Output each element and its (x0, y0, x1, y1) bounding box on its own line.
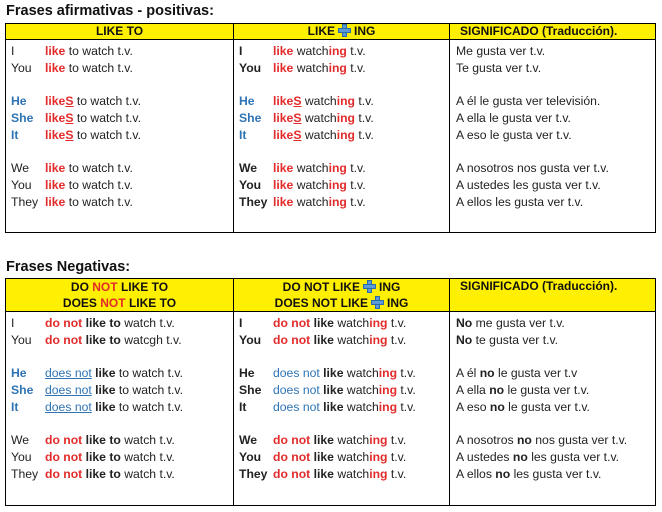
verb-like: like (95, 400, 116, 414)
table-row (6, 194, 233, 211)
verb-like: like (273, 61, 294, 75)
table-row (6, 60, 233, 77)
header-like-to: LIKE TO (6, 24, 234, 40)
verb-like: like (313, 433, 334, 447)
verb-like: like to (85, 450, 121, 464)
verb-watch: watch (301, 94, 337, 108)
rest-text: to watch t.v. (73, 128, 141, 142)
table-row (6, 382, 233, 399)
subject: They (11, 467, 39, 481)
verb-suffix-s: S (65, 94, 74, 108)
table-row (234, 399, 449, 416)
table-row (234, 466, 449, 483)
header-does-not-line (6, 295, 233, 311)
meaning-start: A él (456, 366, 480, 380)
affirmative-title: Frases afirmativas - positivas: (6, 3, 214, 19)
aux-not: do not (45, 333, 83, 347)
subject: It (239, 400, 247, 414)
verb-like: like (95, 383, 116, 397)
meaning-no: no (479, 366, 495, 380)
verb-watch: watch (333, 450, 370, 464)
rest-text: t.v. (355, 128, 374, 142)
table-row (6, 110, 233, 127)
rest-text: t.v. (397, 383, 416, 397)
table-row (234, 315, 449, 332)
table-row (450, 43, 655, 60)
meaning-rest: le gusta ver t.v. (504, 400, 590, 414)
plus-icon (371, 296, 384, 309)
verb-like: like to (85, 333, 121, 347)
meaning-no: No (456, 316, 473, 330)
verb-like: like (273, 161, 294, 175)
subject: You (11, 450, 32, 464)
verb-like: like (273, 128, 294, 142)
table-row (234, 432, 449, 449)
table-row (6, 365, 233, 382)
aux-not: do not (45, 467, 83, 481)
rest-text: t.v. (387, 433, 407, 447)
header-do-not-like-ing (234, 279, 450, 312)
meaning-no: no (489, 400, 505, 414)
table-row (450, 315, 655, 332)
affirmative-body-row (6, 40, 656, 233)
subject: She (11, 383, 34, 397)
meaning-text: A él le gusta ver televisión. (456, 94, 601, 108)
verb-like: like (45, 195, 66, 209)
subject: They (239, 195, 268, 209)
do-not-like-to-column (6, 312, 234, 506)
verb-like: like to (85, 316, 121, 330)
meaning-rest: nos gusta ver t.v. (531, 433, 628, 447)
header-not: NOT (92, 280, 118, 294)
verb-like: like (273, 94, 294, 108)
aux-not: do not (45, 450, 83, 464)
suffix-ing: ing (328, 161, 347, 175)
rest-text: watch t.v. (120, 433, 175, 447)
row-gap (234, 349, 449, 365)
rest-text: t.v. (355, 111, 374, 125)
subject: It (11, 128, 19, 142)
verb-like: like (323, 366, 344, 380)
negative-table (5, 278, 656, 506)
verb-suffix-s: S (293, 128, 302, 142)
verb-like: like (273, 195, 294, 209)
table-row (450, 399, 655, 416)
row-gap (234, 144, 449, 160)
suffix-ing: ing (328, 195, 347, 209)
meaning-no: no (512, 450, 528, 464)
rest-text: watch t.v. (120, 316, 175, 330)
subject: We (239, 161, 258, 175)
table-row (6, 43, 233, 60)
subject: They (239, 467, 268, 481)
suffix-ing: ing (328, 178, 347, 192)
table-row (234, 110, 449, 127)
negative-body-row (6, 312, 656, 506)
meaning-rest: les gusta ver t.v. (510, 467, 602, 481)
rest-text: t.v. (346, 195, 366, 209)
table-row (234, 160, 449, 177)
subject: I (239, 316, 243, 330)
rest-text: t.v. (397, 366, 416, 380)
like-ing-column (234, 40, 450, 233)
suffix-ing: ing (369, 333, 388, 347)
aux-not: does not (45, 400, 92, 414)
table-row (450, 382, 655, 399)
suffix-ing: ing (336, 111, 355, 125)
verb-watch: watch (293, 195, 329, 209)
table-row (234, 93, 449, 110)
subject: He (11, 366, 27, 380)
verb-watch: watch (333, 333, 370, 347)
header-does-not-like: DOES NOT LIKE (274, 296, 368, 310)
subject: You (239, 178, 262, 192)
rest-text: to watch t.v. (65, 61, 133, 75)
verb-like: like (273, 44, 294, 58)
rest-text: watch t.v. (120, 467, 175, 481)
plus-icon (338, 24, 351, 37)
aux-not: do not (45, 316, 83, 330)
meaning-text: A ellos les gusta ver t.v. (456, 195, 584, 209)
header-like-to: LIKE TO (125, 296, 177, 310)
table-row (6, 466, 233, 483)
header-ing: ING (387, 296, 409, 310)
header-like-to: LIKE TO (117, 280, 169, 294)
table-row (234, 60, 449, 77)
aux-not: do not (273, 433, 311, 447)
row-gap (6, 144, 233, 160)
rest-text: t.v. (387, 467, 407, 481)
subject: She (239, 383, 262, 397)
verb-watch: watch (333, 467, 370, 481)
meaning-no: no (516, 433, 532, 447)
meaning-text: A ustedes les gusta ver t.v. (456, 178, 601, 192)
do-not-like-ing-column (234, 312, 450, 506)
verb-watch: watch (293, 61, 329, 75)
table-row (234, 449, 449, 466)
like-to-column (6, 40, 234, 233)
verb-watch: watch (343, 366, 379, 380)
header-not: NOT (100, 296, 126, 310)
subject: You (11, 333, 32, 347)
aux-not: does not (273, 383, 320, 397)
subject: He (239, 366, 255, 380)
row-gap (450, 144, 655, 160)
meaning-text: Te gusta ver t.v. (456, 61, 542, 75)
subject: She (239, 111, 262, 125)
verb-like: like to (85, 467, 121, 481)
meaning-start: A eso (456, 400, 490, 414)
subject: We (239, 433, 258, 447)
subject: I (11, 316, 15, 330)
verb-like: like (45, 128, 66, 142)
aux-not: does not (45, 383, 92, 397)
meaning-rest: te gusta ver t.v. (472, 333, 559, 347)
table-row (450, 93, 655, 110)
subject: It (11, 400, 19, 414)
header-ing: ING (379, 280, 401, 294)
suffix-ing: ing (328, 44, 347, 58)
header-meaning: SIGNIFICADO (Traducción). (450, 24, 656, 40)
meaning-text: A eso le gusta ver t.v. (456, 128, 572, 142)
verb-like: like (45, 161, 66, 175)
table-row (234, 43, 449, 60)
verb-suffix-s: S (65, 128, 74, 142)
meaning-no: No (456, 333, 473, 347)
row-gap (234, 77, 449, 93)
aux-not: do not (45, 433, 83, 447)
rest-text: t.v. (387, 333, 407, 347)
verb-like: like (273, 111, 294, 125)
aux-not: does not (45, 366, 92, 380)
row-gap (450, 77, 655, 93)
verb-watch: watch (293, 178, 329, 192)
header-does-not-like-line (234, 295, 449, 311)
table-row (450, 466, 655, 483)
row-gap (450, 416, 655, 432)
row-gap (6, 349, 233, 365)
rest-text: t.v. (346, 61, 366, 75)
meaning-rest: les gusta ver t.v. (527, 450, 620, 464)
meaning-text: A nosotros nos gusta ver t.v. (456, 161, 609, 175)
rest-text: t.v. (346, 44, 366, 58)
table-row (234, 194, 449, 211)
meaning-no: no (495, 467, 511, 481)
table-row (234, 382, 449, 399)
verb-watch: watch (343, 400, 379, 414)
header-meaning: SIGNIFICADO (Traducción). (450, 279, 656, 312)
meaning-rest: le gusta ver t.v (494, 366, 578, 380)
verb-suffix-s: S (65, 111, 74, 125)
affirmative-table (5, 23, 656, 233)
subject: I (11, 44, 15, 58)
verb-watch: watch (301, 111, 337, 125)
aux-not: do not (273, 467, 311, 481)
meaning-text: Me gusta ver t.v. (456, 44, 546, 58)
suffix-ing: ing (378, 400, 398, 414)
verb-like: like (313, 316, 334, 330)
table-row (450, 60, 655, 77)
aux-not: do not (273, 450, 311, 464)
verb-like: like (273, 178, 294, 192)
aux-not: does not (273, 366, 320, 380)
table-row (6, 160, 233, 177)
rest-text: t.v. (355, 94, 374, 108)
verb-watch: watch (333, 433, 370, 447)
rest-text: to watch t.v. (73, 111, 141, 125)
row-gap (450, 349, 655, 365)
table-row (6, 127, 233, 144)
table-row (234, 365, 449, 382)
verb-like: like (313, 467, 334, 481)
meaning-start: A ellos (456, 467, 496, 481)
meaning-no: no (489, 383, 505, 397)
negative-header-row (6, 279, 656, 312)
verb-like: like (313, 333, 334, 347)
subject: You (239, 61, 262, 75)
header-does: DOES (62, 296, 101, 310)
meaning-start: A ella (456, 383, 490, 397)
table-row (450, 432, 655, 449)
meaning-start: A nosotros (456, 433, 517, 447)
table-row (450, 127, 655, 144)
table-row (450, 177, 655, 194)
subject: You (239, 450, 262, 464)
table-row (6, 315, 233, 332)
table-row (450, 449, 655, 466)
rest-text: watch t.v. (120, 450, 175, 464)
table-row (450, 110, 655, 127)
rest-text: to watch t.v. (65, 195, 133, 209)
aux-not: does not (273, 400, 320, 414)
verb-like: like (323, 383, 344, 397)
verb-like: like (45, 111, 66, 125)
meaning-column (450, 40, 656, 233)
verb-like: like (323, 400, 344, 414)
rest-text: t.v. (387, 450, 407, 464)
verb-like: like (45, 44, 66, 58)
subject: He (11, 94, 27, 108)
verb-like: like (95, 366, 116, 380)
suffix-ing: ing (336, 94, 355, 108)
table-row (234, 332, 449, 349)
table-row (6, 93, 233, 110)
header-like-label: LIKE (307, 24, 335, 38)
table-row (450, 365, 655, 382)
table-row (450, 160, 655, 177)
rest-text: to watch t.v. (115, 366, 184, 380)
suffix-ing: ing (378, 366, 398, 380)
verb-like: like (313, 450, 334, 464)
suffix-ing: ing (328, 61, 347, 75)
rest-text: t.v. (387, 316, 407, 330)
rest-text: t.v. (346, 178, 366, 192)
table-row (450, 332, 655, 349)
rest-text: to watch t.v. (65, 44, 133, 58)
verb-suffix-s: S (293, 94, 302, 108)
verb-watch: watch (343, 383, 379, 397)
verb-watch: watch (293, 161, 329, 175)
meaning-text: A ella le gusta ver t.v. (456, 111, 571, 125)
row-gap (6, 77, 233, 93)
meaning-rest: le gusta ver t.v. (504, 383, 590, 397)
verb-watch: watch (301, 128, 337, 142)
table-row (6, 399, 233, 416)
verb-like: like to (85, 433, 121, 447)
header-do: DO (70, 280, 93, 294)
header-like-ing (234, 24, 450, 40)
plus-icon (363, 280, 376, 293)
header-do-not-like-to (6, 279, 234, 312)
subject: It (239, 128, 247, 142)
header-do-not-line (6, 279, 233, 295)
row-gap (234, 416, 449, 432)
rest-text: to watch t.v. (73, 94, 141, 108)
meaning-start: A ustedes (456, 450, 513, 464)
verb-like: like (45, 61, 66, 75)
rest-text: t.v. (346, 161, 366, 175)
subject: He (239, 94, 255, 108)
rest-text: t.v. (397, 400, 416, 414)
negative-title: Frases Negativas: (6, 259, 131, 275)
suffix-ing: ing (369, 450, 388, 464)
suffix-ing: ing (336, 128, 355, 142)
suffix-ing: ing (369, 433, 388, 447)
table-row (6, 177, 233, 194)
aux-not: do not (273, 316, 311, 330)
table-row (450, 194, 655, 211)
rest-text: to watch t.v. (65, 178, 133, 192)
meaning-rest: me gusta ver t.v. (472, 316, 565, 330)
subject: You (11, 61, 32, 75)
aux-not: do not (273, 333, 311, 347)
rest-text: to watch t.v. (115, 383, 184, 397)
subject: We (11, 433, 30, 447)
header-do-not-like-line (234, 279, 449, 295)
suffix-ing: ing (378, 383, 398, 397)
subject: We (11, 161, 30, 175)
header-ing-label: ING (354, 24, 376, 38)
rest-text: to watch t.v. (115, 400, 184, 414)
row-gap (6, 416, 233, 432)
table-row (6, 449, 233, 466)
suffix-ing: ing (369, 467, 388, 481)
verb-watch: watch (333, 316, 370, 330)
verb-like: like (45, 94, 66, 108)
affirmative-header-row (6, 24, 656, 40)
verb-suffix-s: S (293, 111, 302, 125)
table-row (234, 127, 449, 144)
meaning-column (450, 312, 656, 506)
verb-like: like (45, 178, 66, 192)
verb-watch: watch (293, 44, 329, 58)
subject: You (239, 333, 262, 347)
suffix-ing: ing (369, 316, 388, 330)
table-row (6, 332, 233, 349)
rest-text: to watch t.v. (65, 161, 133, 175)
subject: I (239, 44, 243, 58)
table-row (6, 432, 233, 449)
subject: They (11, 195, 39, 209)
header-do-not-like: DO NOT LIKE (282, 280, 360, 294)
subject: She (11, 111, 34, 125)
subject: You (11, 178, 32, 192)
rest-text: watcgh t.v. (120, 333, 182, 347)
table-row (234, 177, 449, 194)
